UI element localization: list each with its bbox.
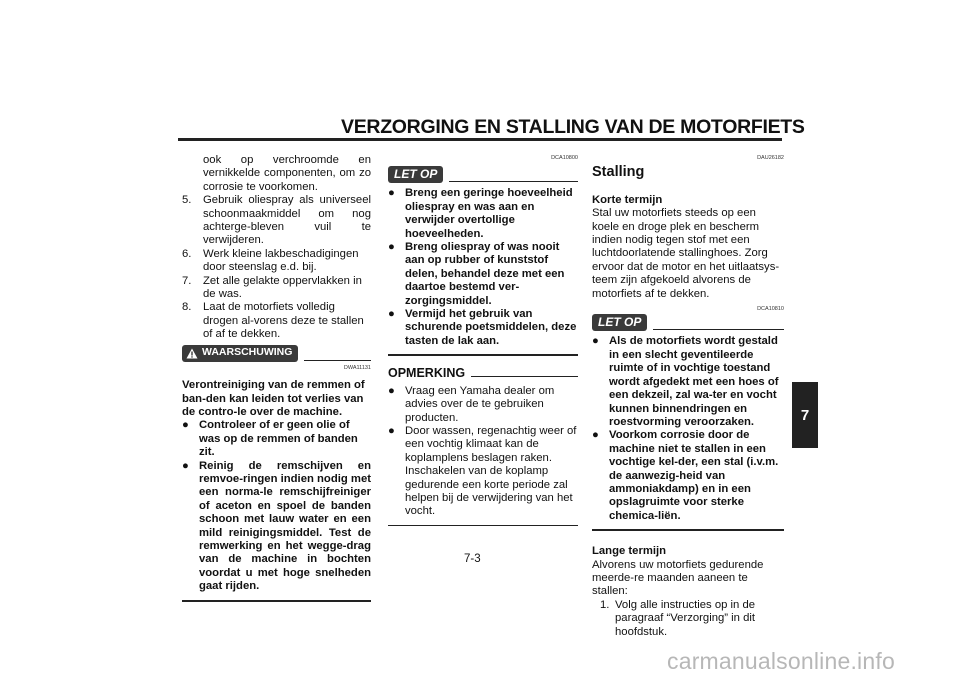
column-1 — [182, 154, 371, 602]
remark-label: OPMERKING — [388, 366, 466, 381]
header-rule — [471, 376, 578, 377]
watermark: carmanualsonline.info — [667, 648, 895, 674]
notice-bullet: ● Voorkom corrosie door de machine niet te stallen in een vochtige kel-der, een stal (i.v.m. de aanwezig-heid van ammoniakdamp) en in een opslagruimte voor sterke chemica-liën. — [592, 429, 779, 522]
page-number: 7-3 — [464, 553, 481, 565]
warning-bullet: ● Reinig de remschijven en remvoe-ringen indien nodig met een norma-le remschijfreiniger of aceton en spoel de banden schoon met lauw water en een mild reinigingsmiddel. Test de remwerking en het wegge-drag van de machine in bochten voordat u met hoge snelheden gaat rijden. — [182, 459, 371, 593]
notice-header — [592, 314, 784, 331]
column-2 — [388, 152, 578, 526]
warning-bullet: ● Controleer of er geen olie of was op de remmen of banden zit. — [182, 419, 358, 459]
short-term-title: Korte termijn — [592, 193, 663, 206]
continued-text: ook op verchroomde en vernikkelde componenten, om zo corrosie te voorkomen. — [203, 154, 371, 193]
header-rule — [449, 181, 578, 182]
step-item: 1. Volg alle instructies op in de paragraaf “Verzorging” in dit hoofdstuk. — [600, 598, 756, 638]
chapter-tab: 7 — [792, 382, 818, 448]
step-item: 8. Laat de motorfiets volledig drogen al-vorens deze te stallen of af te dekken. — [182, 301, 364, 341]
warning-triangle-icon — [186, 348, 198, 359]
notice-code: DCA10810 — [757, 306, 784, 313]
short-term-text: Stal uw motorfiets steeds op een koele en droge plek en bescherm indien nodig tegen stof met een luchtdoorlatende stallinghoes. Zorg ervoor dat de motor en het uitlaatsys-teem zijn afgekoeld alvorens de motorfiets af te dekken. — [592, 207, 780, 300]
notice-bullet: ● Als de motorfiets wordt gestald in een slecht geventileerde ruimte of in vochtige toestand wordt afgedekt met een hoes of een dekzeil, zal wa-ter en vocht kunnen binnendringen en roestvorming veroorzaken. — [592, 335, 779, 428]
notice-badge: LET OP — [592, 314, 647, 331]
notice-end-rule — [388, 354, 578, 356]
remark-bullet: ● Door wassen, regenachtig weer of een vochtig klimaat kan de koplamplens beslagen raken. Inschakelen van de koplamp gedurende een korte periode zal helpen bij de verwijdering van het vocht. — [388, 424, 577, 518]
step-item: 7. Zet alle gelakte oppervlakken in de was. — [182, 274, 362, 301]
step-item: 6. Werk kleine lakbeschadigingen door steenslag e.d. bij. — [182, 247, 359, 274]
notice-bullet: ● Breng een geringe hoeveelheid oliespray en was aan en verwijder overtollige hoeveelheden. — [388, 187, 573, 240]
warning-badge: WAARSCHUWING — [182, 345, 298, 362]
section-heading: Stalling — [592, 164, 645, 181]
remark-bullet: ● Vraag een Yamaha dealer om advies over de te gebruiken producten. — [388, 384, 555, 424]
long-term-title: Lange termijn — [592, 545, 667, 558]
long-term-text: Alvorens uw motorfiets gedurende meerde-re maanden aaneen te stallen: — [592, 558, 764, 598]
title-rule — [178, 138, 782, 141]
page-title: VERZORGING EN STALLING VAN DE MOTORFIETS — [341, 116, 805, 138]
warning-intro: Verontreiniging van de remmen of ban-den kan leiden tot verlies van de contro-le over de machine. — [182, 379, 365, 418]
notice-badge: LET OP — [388, 166, 443, 183]
remark-end-rule — [388, 525, 578, 526]
header-rule — [653, 329, 784, 330]
notice-header — [388, 166, 578, 183]
notice-code: DCA10800 — [551, 155, 578, 161]
remark-header — [388, 367, 578, 380]
section-code: DAU26182 — [757, 155, 784, 161]
notice-end-rule — [592, 529, 784, 531]
warning-header — [182, 345, 371, 362]
notice-bullet: ● Breng oliespray of was nooit aan op rubber of kunststof delen, behandel deze met een daartoe bestemd ver-zorgingsmiddel. — [388, 241, 565, 307]
notice-bullet: ● Vermijd het gebruik van schurende poetsmiddelen, deze tasten de lak aan. — [388, 308, 577, 347]
column-3 — [592, 152, 784, 639]
warning-end-rule — [182, 600, 371, 602]
header-rule — [304, 360, 371, 361]
warning-code: DWA11131 — [343, 364, 371, 371]
step-item: 5. Gebruik oliespray als universeel schoonmaakmiddel om nog achterge-bleven vuil te verwijderen. — [182, 194, 371, 247]
